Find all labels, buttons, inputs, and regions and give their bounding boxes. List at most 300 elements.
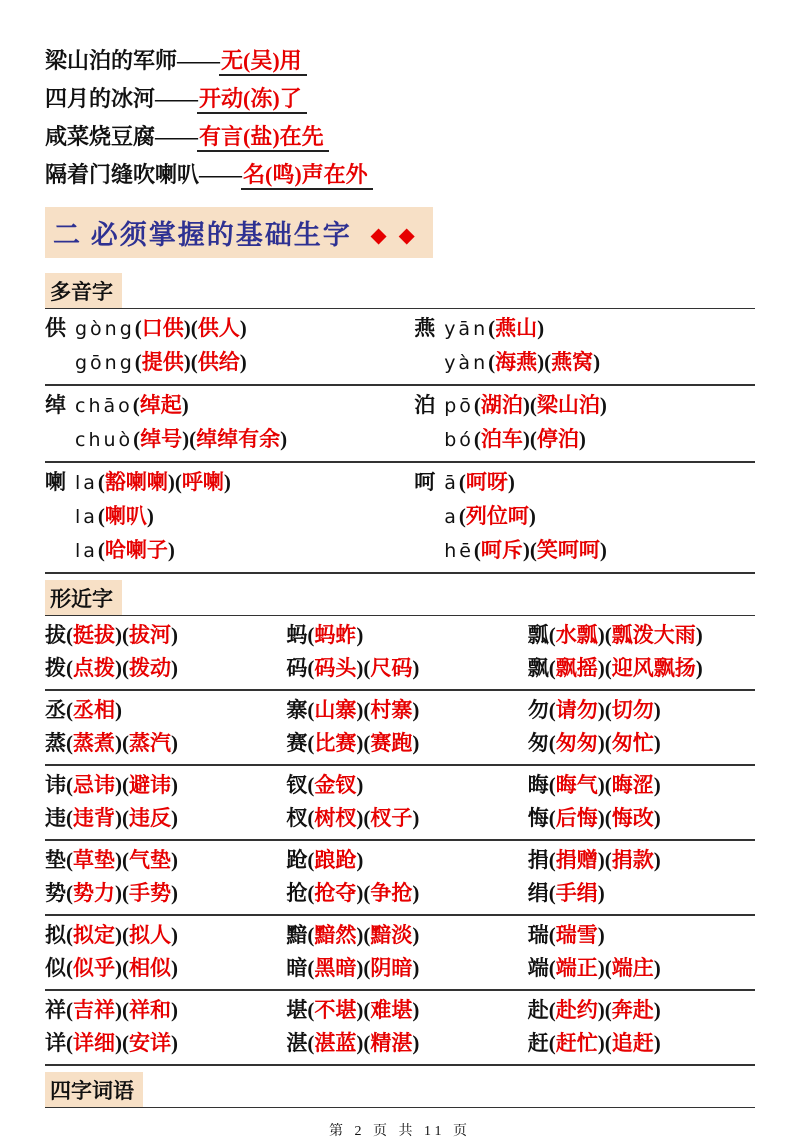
head-char: 拨: [45, 656, 66, 680]
paren-open: (: [122, 956, 129, 980]
paren-open: (: [363, 881, 371, 905]
xiehouyu-dash: ——: [177, 48, 220, 73]
paren-close: ): [597, 773, 605, 797]
xiehouyu-dash: ——: [155, 124, 198, 149]
entry-line: [45, 769, 286, 802]
example-word: 手势: [129, 881, 171, 905]
example-word: 违背: [73, 806, 115, 830]
paren-open: (: [66, 773, 73, 797]
head-char: 拔: [45, 623, 66, 647]
duoyinzi-cell: [414, 466, 755, 568]
paren-open: (: [363, 731, 371, 755]
head-char: 垫: [45, 848, 66, 872]
paren-close: ): [356, 848, 364, 872]
duoyinzi-row: [45, 463, 755, 574]
example-word: 详细: [73, 1031, 115, 1055]
pinyin: la: [75, 540, 98, 562]
example-word: 燕窝: [551, 350, 594, 374]
paren-open: (: [529, 427, 537, 451]
pinyin: gōng: [75, 352, 135, 374]
paren-close: ): [522, 538, 530, 562]
example-word: 安详: [129, 1031, 171, 1055]
paren-close: ): [356, 956, 364, 980]
pinyin: a: [444, 506, 459, 528]
paren-open: (: [548, 956, 556, 980]
example-word: 气垫: [129, 848, 171, 872]
entry-line: [286, 694, 527, 727]
paren-open: (: [134, 350, 142, 374]
paren-open: (: [133, 427, 141, 451]
paren-close: ): [412, 731, 420, 755]
paren-open: (: [544, 350, 552, 374]
paren-close: ): [597, 881, 605, 905]
head-char: 码: [286, 656, 308, 680]
head-char: 绢: [527, 881, 549, 905]
xiehouyu-list: [45, 42, 755, 194]
xingjinzi-cell: [528, 619, 755, 685]
paren-close: ): [412, 656, 420, 680]
paren-open: (: [307, 1031, 315, 1055]
paren-open: (: [66, 881, 73, 905]
example-word: 提供: [141, 350, 184, 374]
xingjinzi-row: [45, 916, 755, 991]
paren-open: (: [363, 698, 371, 722]
example-word: 迎风飘扬: [611, 656, 696, 680]
paren-open: (: [363, 656, 371, 680]
pinyin: ā: [444, 472, 459, 494]
paren-open: (: [363, 956, 371, 980]
head-char: 燕: [414, 316, 436, 340]
entry-line: [528, 952, 755, 985]
paren-close: ): [183, 316, 191, 340]
paren-open: (: [97, 504, 105, 528]
paren-close: ): [597, 731, 605, 755]
example-word: 相似: [129, 956, 171, 980]
entry-line: [45, 619, 286, 652]
example-word: 呼喇: [181, 470, 224, 494]
paren-close: ): [183, 350, 191, 374]
paren-open: (: [66, 1031, 73, 1055]
example-word: 请勿: [555, 698, 598, 722]
head-char: 瓢: [527, 623, 549, 647]
xiehouyu-answer: 开动(冻)了: [197, 86, 307, 114]
paren-open: (: [97, 538, 105, 562]
example-word: 难堪: [370, 998, 413, 1022]
entry-line: [286, 994, 527, 1027]
paren-open: (: [548, 656, 556, 680]
paren-close: ): [171, 848, 178, 872]
paren-open: (: [548, 848, 556, 872]
paren-close: ): [115, 881, 122, 905]
entry-line: [45, 994, 286, 1027]
paren-open: (: [604, 806, 612, 830]
example-word: 金钗: [314, 773, 357, 797]
example-word: 湖泊: [480, 393, 523, 417]
example-word: 晦涩: [611, 773, 654, 797]
paren-close: ): [653, 806, 661, 830]
example-word: 绰号: [140, 427, 183, 451]
paren-close: ): [115, 923, 122, 947]
xingjinzi-cell: [45, 694, 286, 760]
paren-open: (: [66, 698, 73, 722]
paren-open: (: [66, 656, 73, 680]
paren-open: (: [307, 731, 315, 755]
head-char: 赛: [286, 731, 308, 755]
head-char: 黯: [286, 923, 308, 947]
paren-close: ): [239, 316, 247, 340]
example-word: 赴约: [555, 998, 598, 1022]
paren-close: ): [597, 806, 605, 830]
duoyinzi-cell: [45, 312, 414, 380]
paren-open: (: [548, 731, 556, 755]
example-word: 忌讳: [73, 773, 115, 797]
entry-line: [286, 619, 527, 652]
xiehouyu-line: [45, 80, 755, 118]
example-word: 踉跄: [314, 848, 357, 872]
example-word: 呵斥: [480, 538, 523, 562]
paren-open: (: [66, 623, 73, 647]
paren-close: ): [356, 731, 364, 755]
entry-line: [414, 346, 755, 380]
example-word: 丞相: [73, 698, 115, 722]
page-footer: 第 2 页 共 11 页: [329, 1124, 471, 1139]
paren-close: ): [528, 504, 536, 528]
head-char: 供: [45, 316, 66, 340]
head-char: 钗: [286, 773, 308, 797]
example-word: 奔赴: [611, 998, 654, 1022]
paren-open: (: [363, 998, 371, 1022]
head-char: 泊: [414, 393, 436, 417]
paren-close: ): [356, 698, 364, 722]
paren-open: (: [66, 848, 73, 872]
example-word: 捐赠: [555, 848, 598, 872]
paren-open: (: [604, 623, 612, 647]
example-word: 草垫: [73, 848, 115, 872]
example-word: 拔河: [129, 623, 171, 647]
example-word: 喇叭: [104, 504, 147, 528]
head-char: 讳: [45, 773, 66, 797]
xiehouyu-answer: 名(鸣)声在外: [241, 162, 373, 190]
xingjinzi-cell: [528, 769, 755, 835]
paren-close: ): [653, 998, 661, 1022]
paren-close: ): [537, 350, 545, 374]
paren-open: (: [604, 848, 612, 872]
entry-line: [45, 534, 414, 568]
xingjinzi-cell: [45, 994, 286, 1060]
example-word: 吉祥: [73, 998, 115, 1022]
paren-open: (: [488, 316, 496, 340]
paren-open: (: [66, 923, 73, 947]
paren-open: (: [307, 656, 315, 680]
xingjinzi-row: [45, 691, 755, 766]
example-word: 阴暗: [370, 956, 413, 980]
section-header-row: [45, 207, 755, 258]
paren-close: ): [597, 698, 605, 722]
xingjinzi-cell: [286, 619, 527, 685]
example-word: 黯然: [314, 923, 357, 947]
paren-open: (: [189, 427, 197, 451]
example-word: 后悔: [555, 806, 598, 830]
head-char: 违: [45, 806, 66, 830]
paren-close: ): [167, 538, 175, 562]
paren-close: ): [115, 623, 122, 647]
paren-close: ): [599, 393, 607, 417]
entry-line: [286, 919, 527, 952]
paren-open: (: [307, 923, 315, 947]
entry-line: [414, 389, 755, 423]
example-word: 赛跑: [370, 731, 413, 755]
example-word: 拨动: [129, 656, 171, 680]
example-word: 燕山: [495, 316, 538, 340]
pinyin: yān: [444, 318, 489, 340]
paren-open: (: [132, 393, 140, 417]
paren-close: ): [356, 656, 364, 680]
entry-line: [286, 769, 527, 802]
paren-close: ): [171, 923, 178, 947]
example-word: 山寨: [314, 698, 357, 722]
entry-line: [45, 389, 414, 423]
paren-close: ): [412, 956, 420, 980]
paren-open: (: [307, 881, 315, 905]
paren-open: (: [122, 848, 129, 872]
paren-close: ): [171, 656, 178, 680]
paren-open: (: [307, 773, 315, 797]
paren-close: ): [412, 998, 420, 1022]
paren-close: ): [280, 427, 288, 451]
head-char: 堪: [286, 998, 308, 1022]
entry-line: [45, 466, 414, 500]
example-word: 精湛: [370, 1031, 413, 1055]
xiehouyu-answer: 有言(盐)在先: [197, 124, 329, 152]
paren-close: ): [171, 1031, 178, 1055]
example-word: 树杈: [314, 806, 357, 830]
paren-open: (: [363, 806, 371, 830]
paren-open: (: [307, 998, 315, 1022]
head-char: 祥: [45, 998, 66, 1022]
example-word: 抢夺: [314, 881, 357, 905]
diamond-icon: ◆: [398, 223, 417, 247]
paren-open: (: [307, 956, 315, 980]
paren-close: ): [239, 350, 247, 374]
head-char: 飘: [527, 656, 549, 680]
paren-close: ): [356, 881, 364, 905]
paren-close: ): [597, 956, 605, 980]
paren-open: (: [307, 806, 315, 830]
entry-line: [45, 952, 286, 985]
paren-close: ): [223, 470, 231, 494]
paren-close: ): [412, 1031, 420, 1055]
entry-line: [414, 534, 755, 568]
pinyin: chāo: [75, 395, 133, 417]
paren-close: ): [537, 316, 545, 340]
entry-line: [45, 312, 414, 346]
entry-line: [528, 619, 755, 652]
head-char: 详: [45, 1031, 66, 1055]
paren-open: (: [473, 538, 481, 562]
example-word: 似乎: [73, 956, 115, 980]
example-word: 供人: [197, 316, 240, 340]
entry-line: [45, 919, 286, 952]
xingjinzi-row: [45, 616, 755, 691]
pinyin: chuò: [75, 429, 134, 451]
example-word: 码头: [314, 656, 357, 680]
head-char: 端: [527, 956, 549, 980]
xingjinzi-cell: [528, 844, 755, 910]
paren-open: (: [122, 731, 129, 755]
head-char: 拟: [45, 923, 66, 947]
example-word: 拟定: [73, 923, 115, 947]
head-char: 绰: [45, 393, 66, 417]
paren-close: ): [597, 998, 605, 1022]
duoyinzi-row: [45, 386, 755, 463]
entry-line: [45, 500, 414, 534]
paren-close: ): [695, 623, 703, 647]
example-word: 违反: [129, 806, 171, 830]
paren-open: (: [363, 1031, 371, 1055]
paren-close: ): [653, 1031, 661, 1055]
example-word: 势力: [73, 881, 115, 905]
paren-close: ): [412, 698, 420, 722]
xiehouyu-question: 四月的冰河: [45, 86, 156, 111]
paren-close: ): [597, 656, 605, 680]
paren-open: (: [363, 923, 371, 947]
head-char: 匆: [527, 731, 549, 755]
paren-open: (: [122, 998, 129, 1022]
head-char: 喇: [45, 470, 66, 494]
head-char: 赶: [527, 1031, 549, 1055]
siziciyu-header: [45, 1072, 755, 1108]
paren-open: (: [190, 350, 198, 374]
paren-close: ): [115, 1031, 122, 1055]
paren-close: ): [597, 923, 605, 947]
paren-open: (: [458, 470, 466, 494]
example-word: 供给: [197, 350, 240, 374]
xingjinzi-cell: [528, 919, 755, 985]
diamond-icons: [361, 220, 417, 250]
xingjinzi-cell: [45, 919, 286, 985]
head-char: 似: [45, 956, 66, 980]
paren-close: ): [356, 1031, 364, 1055]
paren-close: ): [412, 923, 420, 947]
example-word: 匆匆: [555, 731, 598, 755]
entry-line: [45, 1027, 286, 1060]
xingjinzi-cell: [45, 619, 286, 685]
example-word: 端庄: [611, 956, 654, 980]
duoyinzi-cell: [45, 466, 414, 568]
entry-line: [528, 919, 755, 952]
example-word: 口供: [141, 316, 184, 340]
paren-close: ): [597, 623, 605, 647]
paren-close: ): [593, 350, 601, 374]
entry-line: [45, 423, 414, 457]
paren-open: (: [122, 1031, 129, 1055]
entry-line: [414, 500, 755, 534]
xingjinzi-cell: [528, 994, 755, 1060]
paren-close: ): [412, 806, 420, 830]
head-char: 悔: [527, 806, 549, 830]
paren-close: ): [115, 773, 122, 797]
example-word: 村寨: [370, 698, 413, 722]
paren-open: (: [122, 773, 129, 797]
xiehouyu-question: 梁山泊的军师: [45, 48, 178, 73]
example-word: 蒸汽: [129, 731, 171, 755]
head-char: 暗: [286, 956, 308, 980]
example-word: 捐款: [611, 848, 654, 872]
xingjinzi-row: [45, 766, 755, 841]
example-word: 黯淡: [370, 923, 413, 947]
paren-close: ): [356, 806, 364, 830]
pinyin: pō: [444, 395, 474, 417]
xiehouyu-answer: 无(吴)用: [219, 48, 307, 76]
paren-close: ): [653, 773, 661, 797]
entry-line: [414, 466, 755, 500]
paren-open: (: [307, 623, 315, 647]
example-word: 挺拔: [73, 623, 115, 647]
example-word: 绰起: [139, 393, 182, 417]
example-word: 避讳: [129, 773, 171, 797]
example-word: 列位呵: [465, 504, 529, 528]
duoyinzi-cell: [45, 389, 414, 457]
paren-open: (: [548, 773, 556, 797]
paren-close: ): [356, 773, 364, 797]
section-header: [45, 207, 433, 258]
example-word: 悔改: [611, 806, 654, 830]
entry-line: [528, 727, 755, 760]
paren-open: (: [66, 731, 73, 755]
paren-open: (: [473, 427, 481, 451]
xiehouyu-line: [45, 156, 755, 194]
paren-open: (: [122, 923, 129, 947]
example-word: 停泊: [536, 427, 579, 451]
entry-line: [286, 952, 527, 985]
entry-line: [286, 1027, 527, 1060]
example-word: 追赶: [611, 1031, 654, 1055]
xiehouyu-line: [45, 118, 755, 156]
head-char: 捐: [527, 848, 549, 872]
paren-close: ): [115, 806, 122, 830]
section-title: 二 必须掌握的基础生字: [53, 220, 352, 250]
head-char: 抢: [286, 881, 308, 905]
example-word: 尺码: [370, 656, 413, 680]
example-word: 豁喇喇: [104, 470, 168, 494]
siziciyu-label: 四字词语: [45, 1072, 143, 1107]
head-char: 寨: [286, 698, 308, 722]
paren-close: ): [653, 848, 661, 872]
paren-close: ): [522, 427, 530, 451]
paren-open: (: [604, 998, 612, 1022]
example-word: 杈子: [370, 806, 413, 830]
xingjinzi-table: [45, 616, 755, 1066]
paren-open: (: [548, 998, 556, 1022]
paren-close: ): [653, 698, 661, 722]
example-word: 瑞雪: [555, 923, 598, 947]
example-word: 切勿: [611, 698, 654, 722]
paren-close: ): [171, 731, 178, 755]
paren-open: (: [122, 806, 129, 830]
entry-line: [45, 652, 286, 685]
xiehouyu-question: 隔着门缝吹喇叭: [45, 162, 200, 187]
entry-line: [528, 769, 755, 802]
head-char: 湛: [286, 1031, 308, 1055]
paren-close: ): [597, 848, 605, 872]
paren-open: (: [529, 393, 537, 417]
xingjinzi-cell: [528, 694, 755, 760]
entry-line: [45, 877, 286, 910]
example-word: 黑暗: [314, 956, 357, 980]
paren-close: ): [115, 848, 122, 872]
paren-open: (: [548, 806, 556, 830]
pinyin: yàn: [444, 352, 489, 374]
